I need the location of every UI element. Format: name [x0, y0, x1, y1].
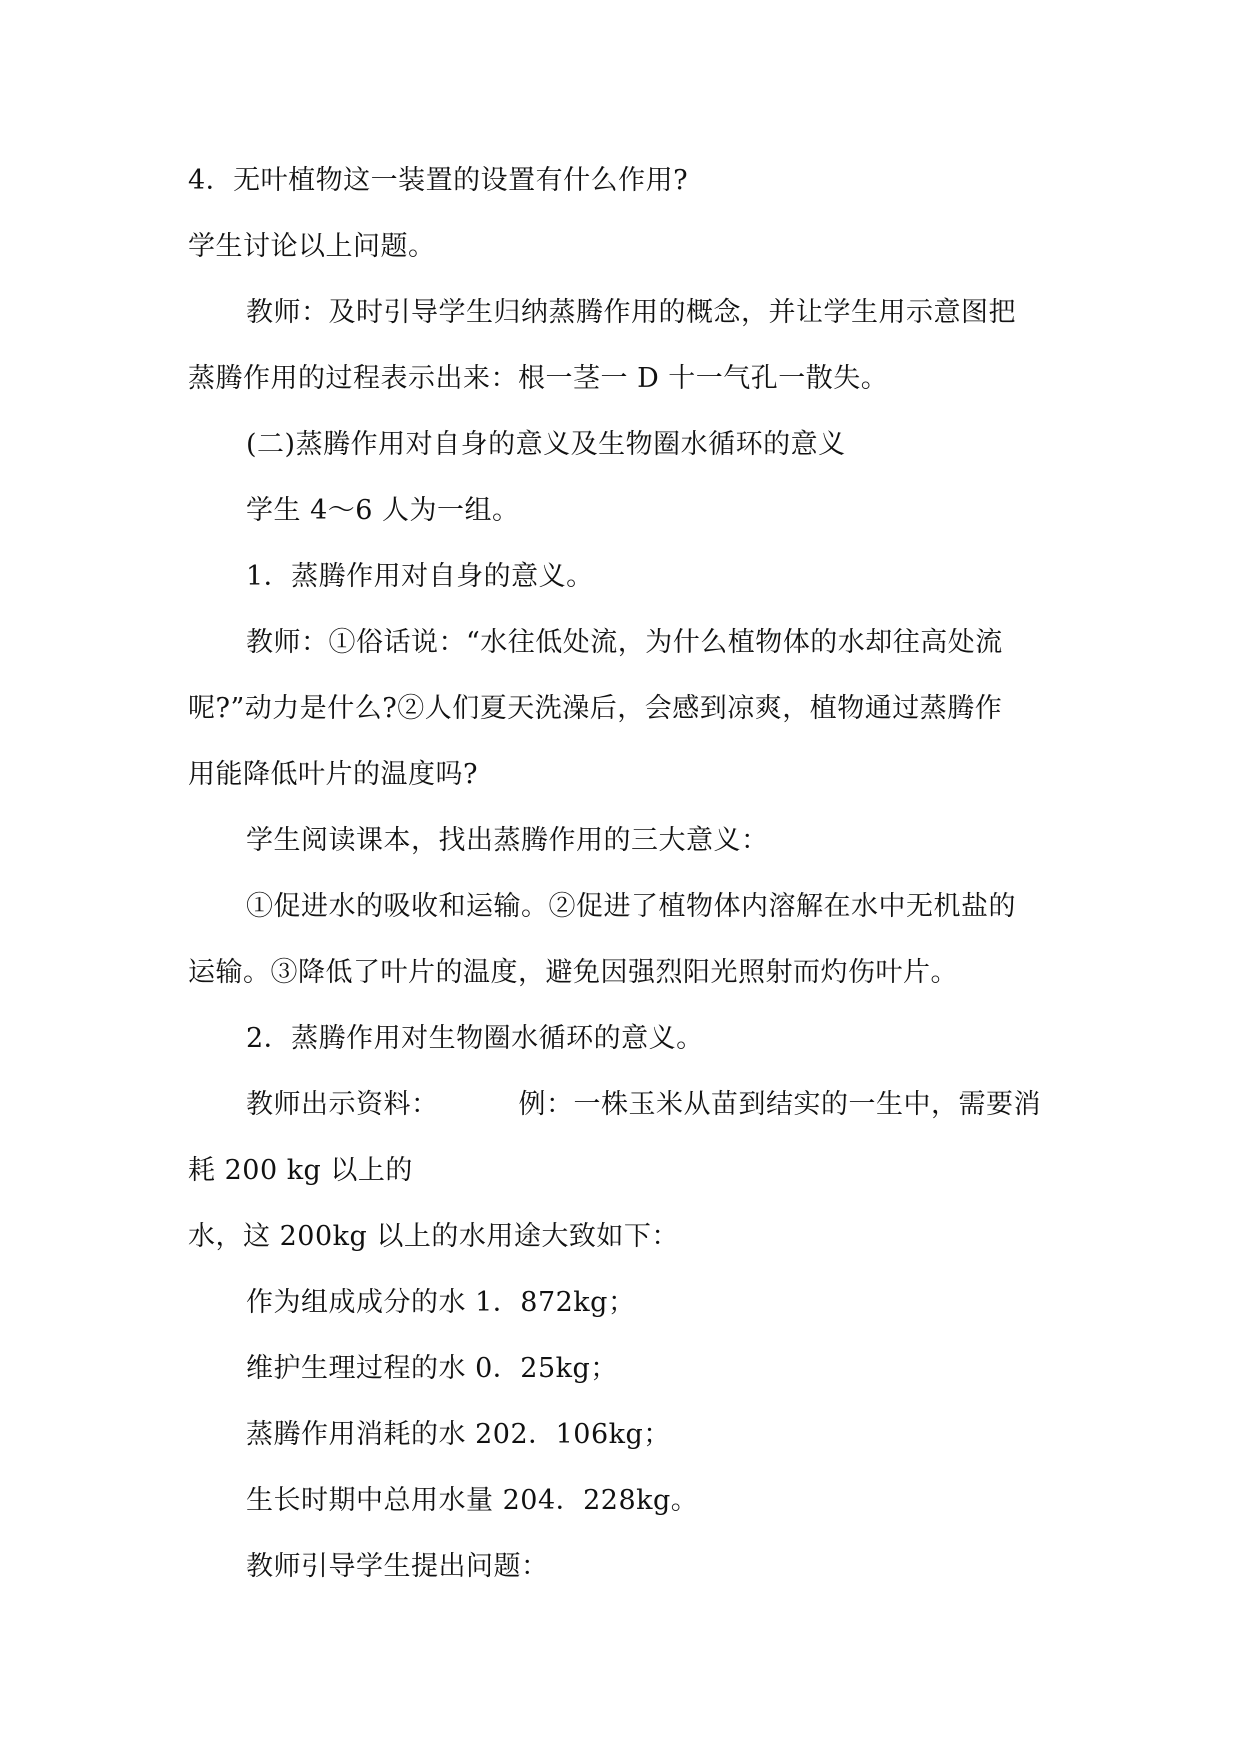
- text-line: 4．无叶植物这一装置的设置有什么作用?: [188, 165, 689, 196]
- text-line: 蒸腾作用的过程表示出来：根一茎一 D 十一气孔一散失。: [188, 363, 889, 394]
- section-heading: (二)蒸腾作用对自身的意义及生物圈水循环的意义: [246, 429, 846, 460]
- text-line: 维护生理过程的水 0．25kg；: [246, 1353, 618, 1384]
- text-line: 学生阅读课本，找出蒸腾作用的三大意义：: [246, 825, 769, 856]
- text-line: 学生讨论以上问题。: [188, 231, 436, 262]
- subsection-heading: 2．蒸腾作用对生物圈水循环的意义。: [246, 1023, 704, 1054]
- text-line: 教师引导学生提出问题：: [246, 1551, 549, 1582]
- text-line: 运输。③降低了叶片的温度，避免因强烈阳光照射而灼伤叶片。: [188, 957, 958, 988]
- text-line: 教师：及时引导学生归纳蒸腾作用的概念，并让学生用示意图把: [246, 297, 1016, 328]
- text-line: 教师：①俗话说：“水往低处流，为什么植物体的水却往高处流: [246, 627, 1003, 658]
- text-line: 水，这 200kg 以上的水用途大致如下：: [188, 1221, 679, 1252]
- text-line: ①促进水的吸收和运输。②促进了植物体内溶解在水中无机盐的: [246, 891, 1016, 922]
- text-line: 作为组成成分的水 1．872kg；: [246, 1287, 636, 1318]
- text-segment: 例：一株玉米从苗到结实的一生中，需要消: [518, 1089, 1041, 1120]
- text-line: 蒸腾作用消耗的水 202．106kg；: [246, 1419, 671, 1450]
- text-line: 耗 200 kg 以上的: [188, 1155, 413, 1186]
- text-line: 学生 4～6 人为一组。: [246, 495, 520, 526]
- text-line: [246, 1087, 1041, 1123]
- text-segment: 教师出示资料：: [246, 1089, 439, 1120]
- text-line: 生长时期中总用水量 204．228kg。: [246, 1485, 699, 1516]
- subsection-heading: 1．蒸腾作用对自身的意义。: [246, 561, 594, 592]
- text-line: 用能降低叶片的温度吗?: [188, 759, 478, 790]
- text-line: 呢?”动力是什么?②人们夏天洗澡后，会感到凉爽，植物通过蒸腾作: [188, 693, 1003, 724]
